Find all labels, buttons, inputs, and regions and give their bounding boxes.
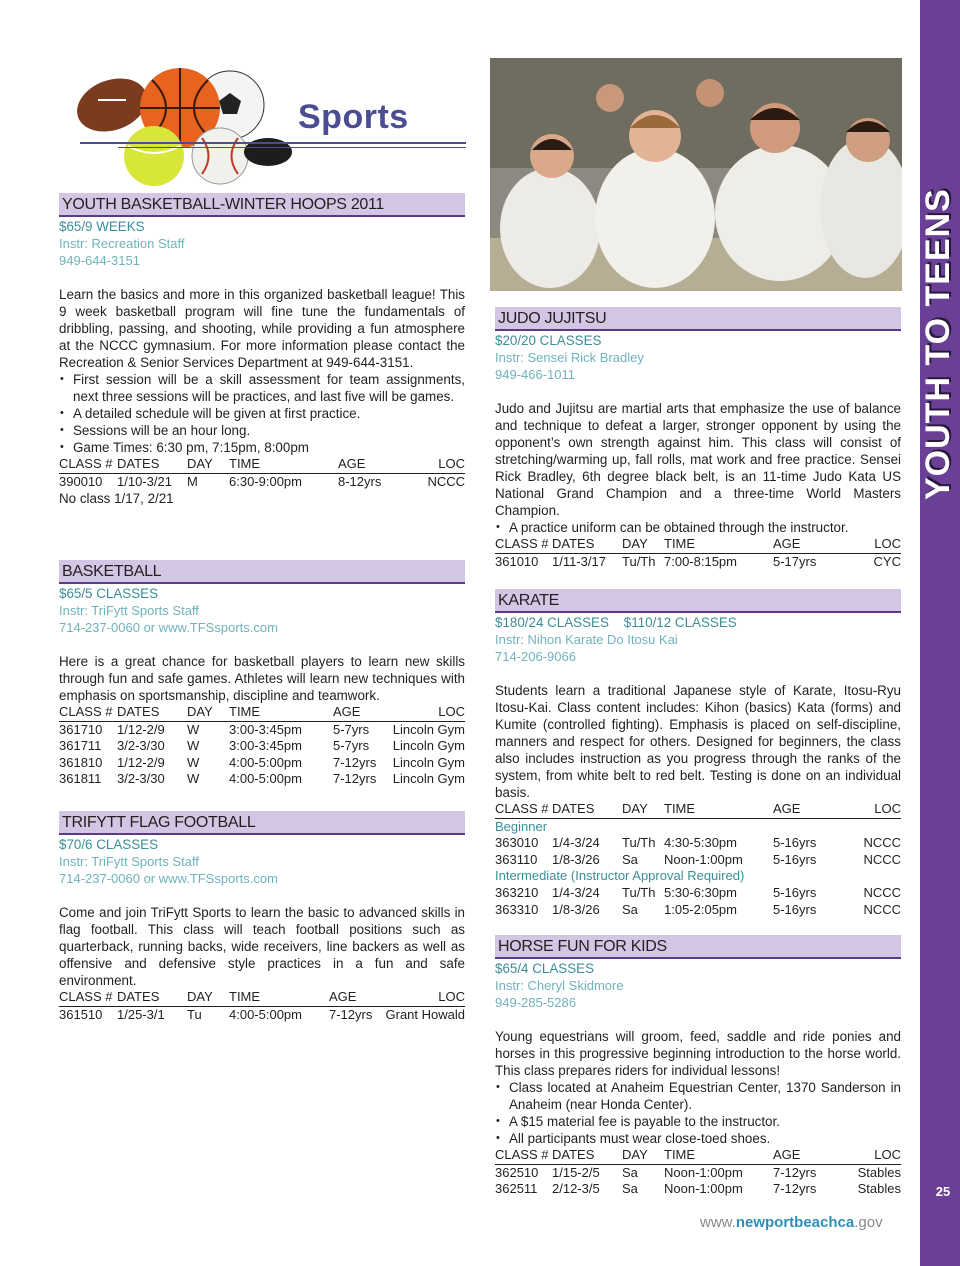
col-time: TIME [229, 456, 338, 473]
table-row [495, 902, 901, 919]
col-loc: LOC [379, 989, 465, 1006]
table-row [59, 755, 465, 772]
cell-time: 1:05-2:05pm [664, 901, 737, 917]
col-dates: DATES [552, 1147, 622, 1164]
col-loc: LOC [853, 536, 901, 553]
footer-url[interactable] [700, 1214, 883, 1231]
phone: 949-285-5286 [495, 995, 576, 1010]
price: $65/4 CLASSES [495, 961, 595, 976]
class-table [59, 704, 465, 788]
footer-url-domain: newportbeachca [735, 1214, 855, 1231]
price: $20/20 CLASSES [495, 333, 602, 348]
cell-time: 5:30-6:30pm [664, 884, 737, 900]
instructor: Instr: TriFytt Sports Staff [59, 854, 199, 869]
cell-day: Sa [622, 1181, 638, 1197]
cell-loc: CYC [873, 553, 901, 569]
col-time: TIME [664, 1147, 773, 1164]
cell-time: 4:00-5:00pm [229, 771, 302, 787]
price: $65/9 WEEKS [59, 219, 145, 234]
table-row [495, 852, 901, 869]
instructor: Instr: Nihon Karate Do Itosu Kai [495, 632, 678, 647]
cell-dates: 3/2-3/30 [117, 771, 165, 787]
description: Young equestrians will groom, feed, saddle and ride ponies and horses in this progressive beginning introduction to the horse world. This class prepares riders for individual lessons! [495, 1029, 901, 1078]
level-label: Beginner [495, 818, 548, 834]
subheading-row [495, 868, 901, 885]
phone: 714-237-0060 or www.TFSsports.com [59, 620, 278, 635]
cell-dates: 1/10-3/21 [117, 473, 172, 489]
col-day: DAY [622, 801, 664, 818]
col-time: TIME [229, 704, 333, 721]
col-dates: DATES [117, 989, 187, 1006]
cell-day: M [187, 473, 198, 489]
table-row [59, 473, 465, 490]
cell-dates: 3/2-3/30 [117, 738, 165, 754]
cell-class: 361510 [59, 1006, 103, 1022]
col-age: AGE [333, 704, 389, 721]
cell-loc: NCCC [863, 851, 901, 867]
cell-dates: 1/8-3/26 [552, 901, 600, 917]
cell-class: 361010 [495, 553, 539, 569]
page-title: Sports [298, 98, 409, 136]
section-title: JUDO JUJITSU [495, 307, 901, 331]
bullet-item: • Sessions will be an hour long. [73, 422, 465, 439]
col-age: AGE [773, 1147, 853, 1164]
section-basketball [59, 560, 465, 788]
cell-class: 363110 [495, 851, 538, 867]
cell-time: 3:00-3:45pm [229, 721, 302, 737]
cell-dates: 1/4-3/24 [552, 884, 600, 900]
col-age: AGE [329, 989, 379, 1006]
col-time: TIME [664, 801, 773, 818]
cell-dates: 1/4-3/24 [552, 835, 600, 851]
cell-day: Tu/Th [622, 884, 656, 900]
col-dates: DATES [552, 536, 622, 553]
col-day: DAY [622, 536, 664, 553]
class-table [495, 1147, 901, 1198]
col-loc: LOC [389, 704, 465, 721]
cell-loc: NCCC [863, 884, 901, 900]
cell-time: Noon-1:00pm [664, 1181, 743, 1197]
col-loc: LOC [853, 1147, 901, 1164]
section-title: BASKETBALL [59, 560, 465, 584]
tennis-ball-icon [124, 126, 184, 186]
class-table [495, 801, 901, 918]
cell-age: 7-12yrs [329, 1006, 373, 1022]
class-table [59, 989, 465, 1023]
section-title: TRIFYTT FLAG FOOTBALL [59, 811, 465, 835]
col-class: CLASS # [495, 1147, 552, 1164]
cell-class: 363210 [495, 884, 539, 900]
table-header [59, 989, 465, 1006]
section-horse [495, 935, 901, 1198]
cell-dates: 1/25-3/1 [117, 1006, 165, 1022]
table-row [495, 1164, 901, 1181]
table-header [495, 1147, 901, 1164]
cell-time: 7:00-8:15pm [664, 553, 737, 569]
col-dates: DATES [117, 456, 187, 473]
price: $70/6 CLASSES [59, 837, 159, 852]
title-rule [118, 147, 466, 148]
col-class: CLASS # [59, 456, 117, 473]
table-header [495, 801, 901, 818]
price: $65/5 CLASSES [59, 586, 159, 601]
table-row [495, 835, 901, 852]
cell-dates: 1/11-3/17 [552, 553, 606, 569]
cell-day: W [187, 721, 200, 737]
cell-time: Noon-1:00pm [664, 851, 743, 867]
description: Judo and Jujitsu are martial arts that emphasize the use of balance and technique to defeat a larger, stronger opponent by using the opponent’s own strength against him. This class will consist of stretching/warming up, fall rolls, mat work and free practice. Sensei Rick Bradley, 6th degree black belt, is an 11-time Judo Kata US National Grand Champion and a three-time World Masters Champion. [495, 401, 901, 518]
description: Learn the basics and more in this organized basketball league! This 9 week basketball program will fine tune the fundamentals of dribbling, passing, and shooting, while providing a fun atmosphere at the NCCC gymnasium. For more information please contact the Recreation & Senior Services Department at 949-644-3151. [59, 287, 465, 370]
section-judo [495, 307, 901, 570]
cell-loc: Stables [857, 1164, 901, 1180]
col-day: DAY [187, 456, 229, 473]
col-day: DAY [187, 989, 229, 1006]
bullet-item: • First session will be a skill assessment for team assignments, next three sessions will be practices, and last five will be games. [73, 371, 465, 405]
cell-day: Sa [622, 851, 638, 867]
cell-dates: 1/15-2/5 [552, 1164, 600, 1180]
cell-loc: Lincoln Gym [392, 738, 465, 754]
cell-time: 4:00-5:00pm [229, 754, 302, 770]
section-title: YOUTH BASKETBALL-WINTER HOOPS 2011 [59, 193, 465, 217]
cell-loc: NCCC [863, 901, 901, 917]
cell-class: 362511 [495, 1181, 538, 1197]
bullet-list [495, 1079, 901, 1147]
subheading-row [495, 818, 901, 835]
cell-day: Tu [187, 1006, 202, 1022]
bullet-item: • A $15 material fee is payable to the instructor. [509, 1113, 901, 1130]
cell-age: 8-12yrs [338, 473, 382, 489]
cell-class: 361810 [59, 754, 103, 770]
col-loc: LOC [408, 456, 465, 473]
cell-age: 7-12yrs [773, 1181, 817, 1197]
price: $180/24 CLASSES $110/12 CLASSES [495, 615, 737, 630]
cell-loc: Grant Howald [385, 1006, 465, 1022]
cell-day: W [187, 771, 200, 787]
table-row [59, 721, 465, 738]
col-day: DAY [187, 704, 229, 721]
col-time: TIME [664, 536, 773, 553]
cell-age: 7-12yrs [333, 754, 377, 770]
footer-url-suffix: .gov [854, 1214, 883, 1231]
col-class: CLASS # [59, 704, 117, 721]
cell-age: 5-17yrs [773, 553, 817, 569]
cell-loc: Lincoln Gym [392, 771, 465, 787]
cell-time: 3:00-3:45pm [229, 738, 302, 754]
cell-age: 5-7yrs [333, 721, 370, 737]
page-number: 25 [935, 1184, 951, 1199]
bullet-list [59, 371, 465, 456]
bullet-item: • Game Times: 6:30 pm, 7:15pm, 8:00pm [73, 439, 465, 456]
bullet-item: • Class located at Anaheim Equestrian Center, 1370 Sanderson in Anaheim (near Honda Center). [509, 1079, 901, 1113]
table-row [59, 771, 465, 788]
table-row [59, 1006, 465, 1023]
cell-age: 5-7yrs [333, 738, 370, 754]
table-row [59, 738, 465, 755]
phone: 949-466-1011 [495, 367, 575, 382]
section-title: HORSE FUN FOR KIDS [495, 935, 901, 959]
cell-day: Sa [622, 1164, 638, 1180]
cell-time: 4:00-5:00pm [229, 1006, 302, 1022]
cell-loc: Lincoln Gym [392, 721, 465, 737]
cell-dates: 1/12-2/9 [117, 754, 165, 770]
cell-time: Noon-1:00pm [664, 1164, 743, 1180]
instructor: Instr: Sensei Rick Bradley [495, 350, 644, 365]
title-rule [80, 142, 466, 144]
col-class: CLASS # [495, 801, 552, 818]
footer-url-prefix: www. [700, 1214, 736, 1231]
cell-class: 390010 [59, 473, 103, 489]
instructor: Instr: Recreation Staff [59, 236, 185, 251]
cell-class: 362510 [495, 1164, 539, 1180]
cell-loc: Lincoln Gym [392, 754, 465, 770]
col-dates: DATES [552, 801, 622, 818]
description: Come and join TriFytt Sports to learn the basic to advanced skills in flag football. This class will teach football positions such as quarterback, running backs, wide receivers, line backers as well as offensive and defensive style practices in a fun and safe environment. [59, 905, 465, 988]
cell-day: Tu/Th [622, 553, 656, 569]
cell-class: 363310 [495, 901, 539, 917]
sports-balls-illustration [70, 60, 300, 190]
cell-time: 6:30-9:00pm [229, 473, 302, 489]
section-flag-football [59, 811, 465, 1023]
section-winter-hoops [59, 193, 465, 507]
cell-loc: NCCC [427, 473, 465, 489]
cell-day: W [187, 754, 200, 770]
table-header [59, 704, 465, 721]
cell-time: 4:30-5:30pm [664, 835, 737, 851]
cell-day: W [187, 738, 200, 754]
table-header [495, 536, 901, 553]
note: No class 1/17, 2/21 [59, 491, 174, 507]
bullet-item: • All participants must wear close-toed shoes. [509, 1130, 901, 1147]
bullet-item: • A detailed schedule will be given at first practice. [73, 405, 465, 422]
cell-day: Sa [622, 901, 638, 917]
section-title: KARATE [495, 589, 901, 613]
bullet-list [495, 519, 901, 536]
bullet-item: • A practice uniform can be obtained through the instructor. [509, 519, 901, 536]
description: Students learn a traditional Japanese style of Karate, Itosu-Ryu Itosu-Kai. Class content includes: Kihon (basics) Kata (forms) and Kumite (controlled fighting). Emphasis is placed on self-discipline, manners and respect for others. Designed for beginners, the class also includes instruction as you progress through the ranks of the system, from white belt to red belt. Testing is done on an individual basis. [495, 683, 901, 800]
level-label: Intermediate (Instructor Approval Required) [495, 868, 745, 884]
cell-day: Tu/Th [622, 835, 656, 851]
cell-class: 363010 [495, 835, 539, 851]
table-row [495, 1181, 901, 1198]
cell-class: 361711 [59, 738, 102, 754]
cell-loc: Stables [857, 1181, 901, 1197]
judo-class-photo [490, 58, 902, 291]
col-day: DAY [622, 1147, 664, 1164]
cell-age: 5-16yrs [773, 901, 817, 917]
table-header [59, 456, 465, 473]
cell-age: 5-16yrs [773, 835, 817, 851]
col-age: AGE [338, 456, 408, 473]
section-karate [495, 589, 901, 918]
col-class: CLASS # [495, 536, 552, 553]
cell-loc: NCCC [863, 835, 901, 851]
phone: 949-644-3151 [59, 253, 140, 268]
col-loc: LOC [853, 801, 901, 818]
class-table [59, 456, 465, 490]
cell-class: 361710 [59, 721, 103, 737]
cell-age: 7-12yrs [333, 771, 377, 787]
cell-dates: 1/12-2/9 [117, 721, 165, 737]
table-row [495, 553, 901, 570]
instructor: Instr: Cheryl Skidmore [495, 978, 624, 993]
col-dates: DATES [117, 704, 187, 721]
cell-age: 5-16yrs [773, 884, 817, 900]
col-time: TIME [229, 989, 329, 1006]
phone: 714-237-0060 or www.TFSsports.com [59, 871, 278, 886]
table-row [495, 885, 901, 902]
cell-age: 7-12yrs [773, 1164, 817, 1180]
phone: 714-206-9066 [495, 649, 576, 664]
instructor: Instr: TriFytt Sports Staff [59, 603, 199, 618]
col-class: CLASS # [59, 989, 117, 1006]
class-table [495, 536, 901, 570]
cell-dates: 2/12-3/5 [552, 1181, 600, 1197]
cell-dates: 1/8-3/26 [552, 851, 600, 867]
description: Here is a great chance for basketball players to learn new skills through fun and safe games. Athletes will learn new techniques with emphasis on sportsmanship, discipline and teamwork. [59, 654, 465, 703]
cell-age: 5-16yrs [773, 851, 817, 867]
sidebar-label: YOUTH TO TEENS [919, 188, 957, 500]
baseball-icon [192, 128, 248, 184]
col-age: AGE [773, 801, 853, 818]
cell-class: 361811 [59, 771, 102, 787]
col-age: AGE [773, 536, 853, 553]
